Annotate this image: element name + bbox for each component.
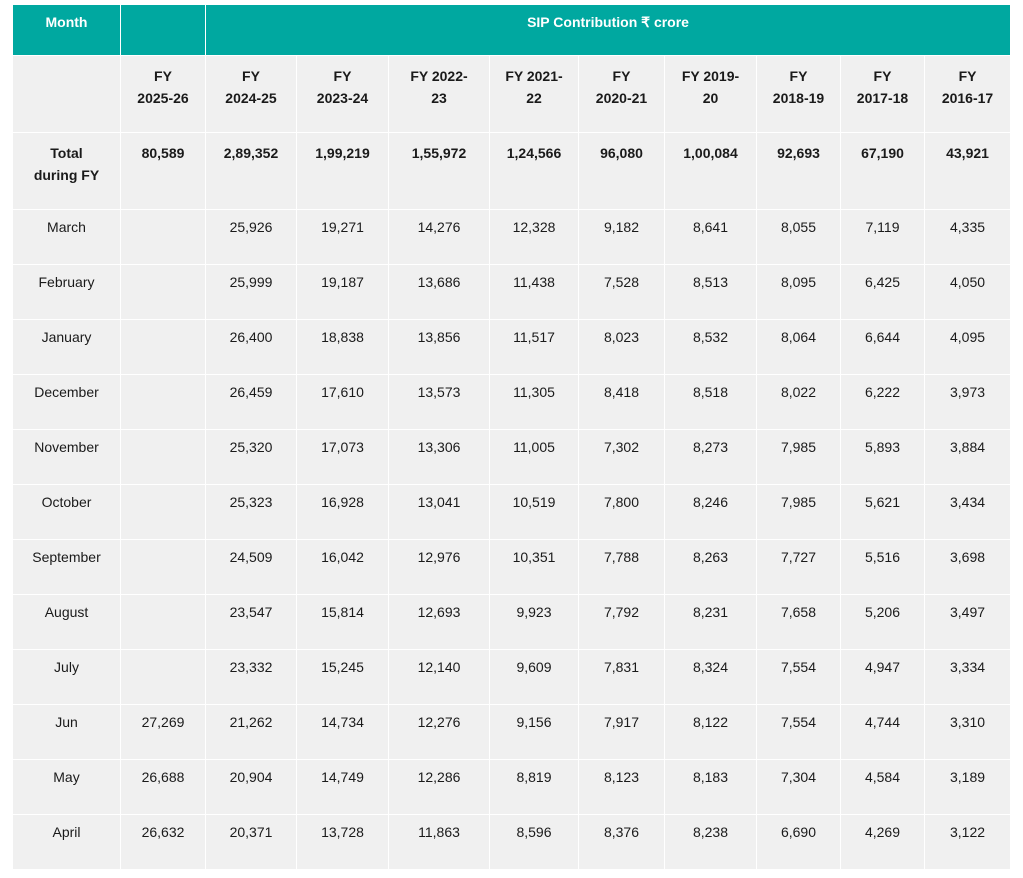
contribution-cell: 9,156 bbox=[490, 705, 579, 760]
contribution-cell: 11,005 bbox=[490, 430, 579, 485]
fy-column-header bbox=[579, 56, 665, 133]
contribution-cell: 15,245 bbox=[297, 650, 389, 705]
table-row bbox=[13, 430, 1011, 485]
fy-column-header-line: FY 2022- bbox=[410, 68, 468, 84]
fy-column-header-line: FY bbox=[333, 68, 352, 84]
contribution-cell: 7,792 bbox=[579, 595, 665, 650]
contribution-cell: 24,509 bbox=[206, 540, 297, 595]
month-label: August bbox=[13, 595, 121, 650]
table-row bbox=[13, 375, 1011, 430]
total-value: 1,24,566 bbox=[490, 133, 579, 210]
contribution-cell: 4,584 bbox=[841, 760, 925, 815]
contribution-cell: 5,206 bbox=[841, 595, 925, 650]
contribution-cell: 13,306 bbox=[389, 430, 490, 485]
contribution-cell: 7,528 bbox=[579, 265, 665, 320]
table-row bbox=[13, 485, 1011, 540]
month-label: April bbox=[13, 815, 121, 870]
contribution-cell: 8,418 bbox=[579, 375, 665, 430]
contribution-cell: 7,917 bbox=[579, 705, 665, 760]
month-label: May bbox=[13, 760, 121, 815]
total-value: 92,693 bbox=[757, 133, 841, 210]
fy-column-header-line: 2017-18 bbox=[856, 90, 909, 106]
total-value: 43,921 bbox=[925, 133, 1011, 210]
month-label: November bbox=[13, 430, 121, 485]
contribution-cell: 7,658 bbox=[757, 595, 841, 650]
total-label-line: during FY bbox=[33, 167, 100, 183]
sip-table-container bbox=[12, 4, 1010, 870]
contribution-cell: 9,609 bbox=[490, 650, 579, 705]
contribution-cell: 3,434 bbox=[925, 485, 1011, 540]
contribution-cell: 13,686 bbox=[389, 265, 490, 320]
fy-column-header-line: 2024-25 bbox=[225, 90, 277, 106]
total-row bbox=[13, 133, 1011, 210]
contribution-cell: 4,744 bbox=[841, 705, 925, 760]
table-row bbox=[13, 320, 1011, 375]
month-label: January bbox=[13, 320, 121, 375]
contribution-cell bbox=[121, 375, 206, 430]
contribution-cell: 8,183 bbox=[665, 760, 757, 815]
contribution-cell: 14,734 bbox=[297, 705, 389, 760]
contribution-cell: 4,947 bbox=[841, 650, 925, 705]
fy-column-header bbox=[121, 56, 206, 133]
contribution-cell bbox=[121, 650, 206, 705]
contribution-cell: 7,727 bbox=[757, 540, 841, 595]
contribution-cell: 8,819 bbox=[490, 760, 579, 815]
contribution-cell: 8,324 bbox=[665, 650, 757, 705]
contribution-cell: 3,189 bbox=[925, 760, 1011, 815]
contribution-cell: 17,073 bbox=[297, 430, 389, 485]
contribution-cell: 7,302 bbox=[579, 430, 665, 485]
total-value: 96,080 bbox=[579, 133, 665, 210]
contribution-cell: 25,323 bbox=[206, 485, 297, 540]
fy-column-header bbox=[297, 56, 389, 133]
fy-column-header bbox=[206, 56, 297, 133]
contribution-cell: 18,838 bbox=[297, 320, 389, 375]
sip-contribution-header: SIP Contribution ₹ crore bbox=[206, 5, 1011, 56]
contribution-cell: 12,328 bbox=[490, 210, 579, 265]
contribution-cell: 7,554 bbox=[757, 650, 841, 705]
contribution-cell: 6,644 bbox=[841, 320, 925, 375]
month-label: March bbox=[13, 210, 121, 265]
total-value: 80,589 bbox=[121, 133, 206, 210]
contribution-cell: 11,863 bbox=[389, 815, 490, 870]
contribution-cell: 4,269 bbox=[841, 815, 925, 870]
contribution-cell: 8,246 bbox=[665, 485, 757, 540]
month-label: February bbox=[13, 265, 121, 320]
contribution-cell: 25,320 bbox=[206, 430, 297, 485]
contribution-cell: 11,517 bbox=[490, 320, 579, 375]
contribution-cell: 26,688 bbox=[121, 760, 206, 815]
contribution-cell: 8,064 bbox=[757, 320, 841, 375]
fy-column-header-line: FY bbox=[154, 68, 172, 84]
contribution-cell: 8,513 bbox=[665, 265, 757, 320]
contribution-cell: 6,222 bbox=[841, 375, 925, 430]
contribution-cell: 8,518 bbox=[665, 375, 757, 430]
month-label: December bbox=[13, 375, 121, 430]
contribution-cell: 3,122 bbox=[925, 815, 1011, 870]
total-value: 1,00,084 bbox=[665, 133, 757, 210]
contribution-cell: 6,690 bbox=[757, 815, 841, 870]
fy-column-header-line: FY bbox=[242, 68, 260, 84]
contribution-cell: 15,814 bbox=[297, 595, 389, 650]
contribution-cell: 9,923 bbox=[490, 595, 579, 650]
fy-column-header-line: FY bbox=[958, 68, 977, 84]
blank-cell bbox=[13, 56, 121, 133]
fy-column-header-line: 23 bbox=[431, 90, 447, 106]
contribution-cell: 6,425 bbox=[841, 265, 925, 320]
contribution-cell: 14,749 bbox=[297, 760, 389, 815]
month-label: October bbox=[13, 485, 121, 540]
contribution-cell: 7,800 bbox=[579, 485, 665, 540]
contribution-cell bbox=[121, 210, 206, 265]
total-label bbox=[13, 133, 121, 210]
total-value: 1,55,972 bbox=[389, 133, 490, 210]
contribution-cell: 8,596 bbox=[490, 815, 579, 870]
contribution-cell: 14,276 bbox=[389, 210, 490, 265]
contribution-cell: 4,050 bbox=[925, 265, 1011, 320]
table-row bbox=[13, 760, 1011, 815]
contribution-cell: 8,022 bbox=[757, 375, 841, 430]
fy-column-header bbox=[925, 56, 1011, 133]
fy-column-header-line: 22 bbox=[526, 90, 542, 106]
contribution-cell: 23,547 bbox=[206, 595, 297, 650]
month-label: September bbox=[13, 540, 121, 595]
table-row bbox=[13, 210, 1011, 265]
contribution-cell: 4,335 bbox=[925, 210, 1011, 265]
fy-column-header bbox=[841, 56, 925, 133]
contribution-cell: 9,182 bbox=[579, 210, 665, 265]
header-row bbox=[13, 5, 1011, 56]
empty-header-cell bbox=[121, 5, 206, 56]
fy-column-header bbox=[490, 56, 579, 133]
contribution-cell: 13,573 bbox=[389, 375, 490, 430]
table-row bbox=[13, 705, 1011, 760]
contribution-cell: 13,041 bbox=[389, 485, 490, 540]
contribution-cell: 7,119 bbox=[841, 210, 925, 265]
contribution-cell: 27,269 bbox=[121, 705, 206, 760]
fy-column-header-line: 2023-24 bbox=[316, 90, 369, 106]
month-column-header: Month bbox=[13, 5, 121, 56]
contribution-cell: 5,516 bbox=[841, 540, 925, 595]
table-row bbox=[13, 265, 1011, 320]
contribution-cell: 3,497 bbox=[925, 595, 1011, 650]
contribution-cell: 10,351 bbox=[490, 540, 579, 595]
contribution-cell: 8,122 bbox=[665, 705, 757, 760]
contribution-cell: 3,973 bbox=[925, 375, 1011, 430]
contribution-cell: 8,641 bbox=[665, 210, 757, 265]
fy-header-row bbox=[13, 56, 1011, 133]
fy-column-header-line: FY 2019- bbox=[681, 68, 740, 84]
contribution-cell: 7,985 bbox=[757, 430, 841, 485]
total-value: 2,89,352 bbox=[206, 133, 297, 210]
contribution-cell: 8,273 bbox=[665, 430, 757, 485]
contribution-cell: 7,554 bbox=[757, 705, 841, 760]
contribution-cell: 8,231 bbox=[665, 595, 757, 650]
contribution-cell: 3,884 bbox=[925, 430, 1011, 485]
contribution-cell: 8,123 bbox=[579, 760, 665, 815]
contribution-cell: 16,928 bbox=[297, 485, 389, 540]
contribution-cell: 13,856 bbox=[389, 320, 490, 375]
contribution-cell: 5,893 bbox=[841, 430, 925, 485]
contribution-cell: 20,371 bbox=[206, 815, 297, 870]
contribution-cell: 8,532 bbox=[665, 320, 757, 375]
table-row bbox=[13, 540, 1011, 595]
contribution-cell: 7,304 bbox=[757, 760, 841, 815]
contribution-cell: 8,376 bbox=[579, 815, 665, 870]
contribution-cell bbox=[121, 595, 206, 650]
table-row bbox=[13, 650, 1011, 705]
contribution-cell: 20,904 bbox=[206, 760, 297, 815]
contribution-cell: 3,310 bbox=[925, 705, 1011, 760]
contribution-cell: 11,438 bbox=[490, 265, 579, 320]
fy-column-header-line: 2018-19 bbox=[772, 90, 825, 106]
contribution-cell: 12,976 bbox=[389, 540, 490, 595]
contribution-cell: 3,698 bbox=[925, 540, 1011, 595]
contribution-cell: 26,400 bbox=[206, 320, 297, 375]
sip-contribution-table bbox=[12, 4, 1011, 870]
contribution-cell: 7,985 bbox=[757, 485, 841, 540]
contribution-cell: 7,788 bbox=[579, 540, 665, 595]
contribution-cell: 21,262 bbox=[206, 705, 297, 760]
contribution-cell: 25,999 bbox=[206, 265, 297, 320]
fy-column-header bbox=[665, 56, 757, 133]
total-value: 67,190 bbox=[841, 133, 925, 210]
contribution-cell: 5,621 bbox=[841, 485, 925, 540]
contribution-cell: 23,332 bbox=[206, 650, 297, 705]
contribution-cell: 25,926 bbox=[206, 210, 297, 265]
contribution-cell: 26,632 bbox=[121, 815, 206, 870]
contribution-cell: 8,095 bbox=[757, 265, 841, 320]
contribution-cell: 12,276 bbox=[389, 705, 490, 760]
fy-column-header-line: 2016-17 bbox=[941, 90, 994, 106]
contribution-cell: 12,693 bbox=[389, 595, 490, 650]
contribution-cell: 3,334 bbox=[925, 650, 1011, 705]
contribution-cell: 4,095 bbox=[925, 320, 1011, 375]
month-label: Jun bbox=[13, 705, 121, 760]
contribution-cell: 19,187 bbox=[297, 265, 389, 320]
contribution-cell: 7,831 bbox=[579, 650, 665, 705]
contribution-cell bbox=[121, 540, 206, 595]
fy-column-header-line: FY 2021- bbox=[505, 68, 563, 84]
contribution-cell: 8,055 bbox=[757, 210, 841, 265]
table-row bbox=[13, 815, 1011, 870]
fy-column-header-line: FY bbox=[873, 68, 892, 84]
fy-column-header-line: 2020-21 bbox=[595, 90, 648, 106]
contribution-cell: 16,042 bbox=[297, 540, 389, 595]
contribution-cell: 13,728 bbox=[297, 815, 389, 870]
contribution-cell bbox=[121, 485, 206, 540]
contribution-cell: 12,140 bbox=[389, 650, 490, 705]
fy-column-header bbox=[757, 56, 841, 133]
fy-column-header-line: 20 bbox=[702, 90, 719, 106]
contribution-cell: 10,519 bbox=[490, 485, 579, 540]
total-label-line: Total bbox=[50, 145, 83, 161]
contribution-cell bbox=[121, 430, 206, 485]
contribution-cell: 8,023 bbox=[579, 320, 665, 375]
contribution-cell: 8,238 bbox=[665, 815, 757, 870]
contribution-cell: 17,610 bbox=[297, 375, 389, 430]
fy-column-header-line: 2025-26 bbox=[137, 90, 189, 106]
table-row bbox=[13, 595, 1011, 650]
month-label: July bbox=[13, 650, 121, 705]
fy-column-header-line: FY bbox=[612, 68, 631, 84]
total-value: 1,99,219 bbox=[297, 133, 389, 210]
fy-column-header-line: FY bbox=[789, 68, 808, 84]
contribution-cell bbox=[121, 320, 206, 375]
contribution-cell: 8,263 bbox=[665, 540, 757, 595]
fy-column-header bbox=[389, 56, 490, 133]
contribution-cell: 12,286 bbox=[389, 760, 490, 815]
contribution-cell: 26,459 bbox=[206, 375, 297, 430]
contribution-cell: 11,305 bbox=[490, 375, 579, 430]
contribution-cell bbox=[121, 265, 206, 320]
contribution-cell: 19,271 bbox=[297, 210, 389, 265]
